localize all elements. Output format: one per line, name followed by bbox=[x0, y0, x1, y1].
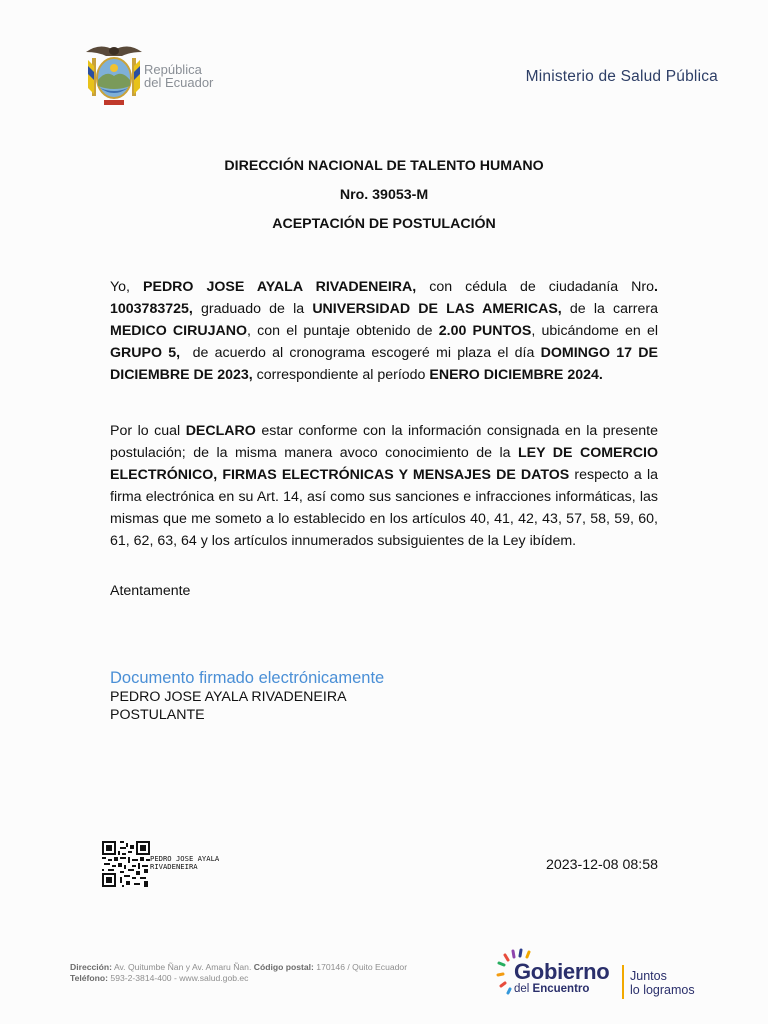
p1-dot: . bbox=[654, 279, 658, 295]
p2-text: respecto a la firma electrónica en su Art. 14, así como sus sanciones e infracciones informáticas, las mismas que me someto a lo establecido en los artículos 40, 41, 42, 43, 57, 58, 59, 60, 61, 62, 63, 64 y los artículos innumerados subsiguientes de la Ley ibídem. bbox=[110, 467, 658, 549]
footer-phone-line bbox=[70, 973, 407, 984]
tagline-line1: Juntos bbox=[630, 969, 667, 983]
qr-name-line2: RIVADENEIRA bbox=[150, 862, 198, 871]
tagline-line2: lo logramos bbox=[630, 983, 695, 997]
address-value: Av. Quitumbe Ñan y Av. Amaru Ñan. bbox=[112, 962, 254, 972]
address-label: Dirección: bbox=[70, 962, 113, 972]
signer-name: PEDRO JOSE AYALA RIVADENEIRA bbox=[110, 689, 347, 705]
subtitle-bold: Encuentro bbox=[532, 983, 590, 995]
p2-text: estar conforme con la información consignada en la presente postulación; de la misma manera avoco conocimiento de la bbox=[110, 423, 658, 461]
signer-role: POSTULANTE bbox=[110, 707, 205, 723]
p1-text: de acuerdo al cronograma escogeré mi plaza el día bbox=[180, 345, 541, 361]
postal-label: Código postal: bbox=[253, 962, 314, 972]
ministry-title: Ministerio de Salud Pública bbox=[525, 68, 718, 85]
score-value: 2.00 PUNTOS bbox=[438, 323, 532, 339]
paragraph-application bbox=[110, 276, 658, 386]
phone-value: 593-2-3814-400 - www.salud.gob.ec bbox=[108, 973, 249, 983]
paragraph-declaration bbox=[110, 420, 658, 552]
p2-text: Por lo cual bbox=[110, 423, 186, 439]
p1-text: , ubicándome en el bbox=[531, 323, 658, 339]
qr-signer-name bbox=[150, 855, 219, 871]
republic-line2: del Ecuador bbox=[144, 75, 214, 90]
p1-text: correspondiente al período bbox=[252, 367, 430, 383]
selection-date: DOMINGO 17 DE DICIEMBRE DE 2023, bbox=[110, 345, 658, 383]
p1-text: , con el puntaje obtenido de bbox=[247, 323, 439, 339]
closing-text: Atentamente bbox=[110, 583, 191, 599]
p1-text: con cédula de ciudadanía Nro bbox=[416, 279, 655, 295]
qr-code-icon bbox=[102, 841, 150, 887]
heading-title: ACEPTACIÓN DE POSTULACIÓN bbox=[272, 216, 496, 232]
ecuador-coat-of-arms-icon bbox=[82, 40, 146, 110]
p1-text: de la carrera bbox=[561, 301, 658, 317]
footer-contact bbox=[70, 962, 407, 984]
signature-datetime: 2023-12-08 08:58 bbox=[545, 857, 658, 873]
qr-name-line1: PEDRO JOSE AYALA bbox=[150, 854, 220, 863]
subtitle-prefix: del bbox=[514, 983, 533, 995]
republic-logo bbox=[82, 40, 242, 112]
applicant-name: PEDRO JOSE AYALA RIVADENEIRA, bbox=[143, 279, 417, 295]
gobierno-tagline bbox=[630, 969, 695, 997]
gobierno-subtitle bbox=[514, 983, 589, 995]
signature-title: Documento firmado electrónicamente bbox=[110, 669, 385, 687]
gobierno-wordmark: Gobierno bbox=[514, 959, 610, 984]
university-name: UNIVERSIDAD DE LAS AMERICAS, bbox=[312, 301, 562, 317]
cedula-number: 1003783725, bbox=[110, 301, 193, 317]
career-name: MEDICO CIRUJANO bbox=[110, 323, 248, 339]
group-value: GRUPO 5, bbox=[110, 345, 181, 361]
p1-text: graduado de la bbox=[192, 301, 313, 317]
footer-address-line bbox=[70, 962, 407, 973]
republic-line1: República bbox=[144, 62, 202, 77]
p1-text: Yo, bbox=[110, 279, 144, 295]
gobierno-logo bbox=[495, 945, 725, 1005]
heading-number: Nro. 39053-M bbox=[339, 187, 429, 203]
law-name: LEY DE COMERCIO ELECTRÓNICO, FIRMAS ELECTRÓNICAS Y MENSAJES DE DATOS bbox=[110, 445, 658, 483]
phone-label: Teléfono: bbox=[70, 973, 109, 983]
declare-word: DECLARO bbox=[185, 423, 256, 439]
gobierno-divider bbox=[622, 965, 624, 999]
republic-label bbox=[144, 63, 213, 89]
period-value: ENERO DICIEMBRE 2024. bbox=[429, 367, 603, 383]
postal-value: 170146 / Quito Ecuador bbox=[313, 962, 408, 972]
heading-department: DIRECCIÓN NACIONAL DE TALENTO HUMANO bbox=[224, 158, 544, 174]
